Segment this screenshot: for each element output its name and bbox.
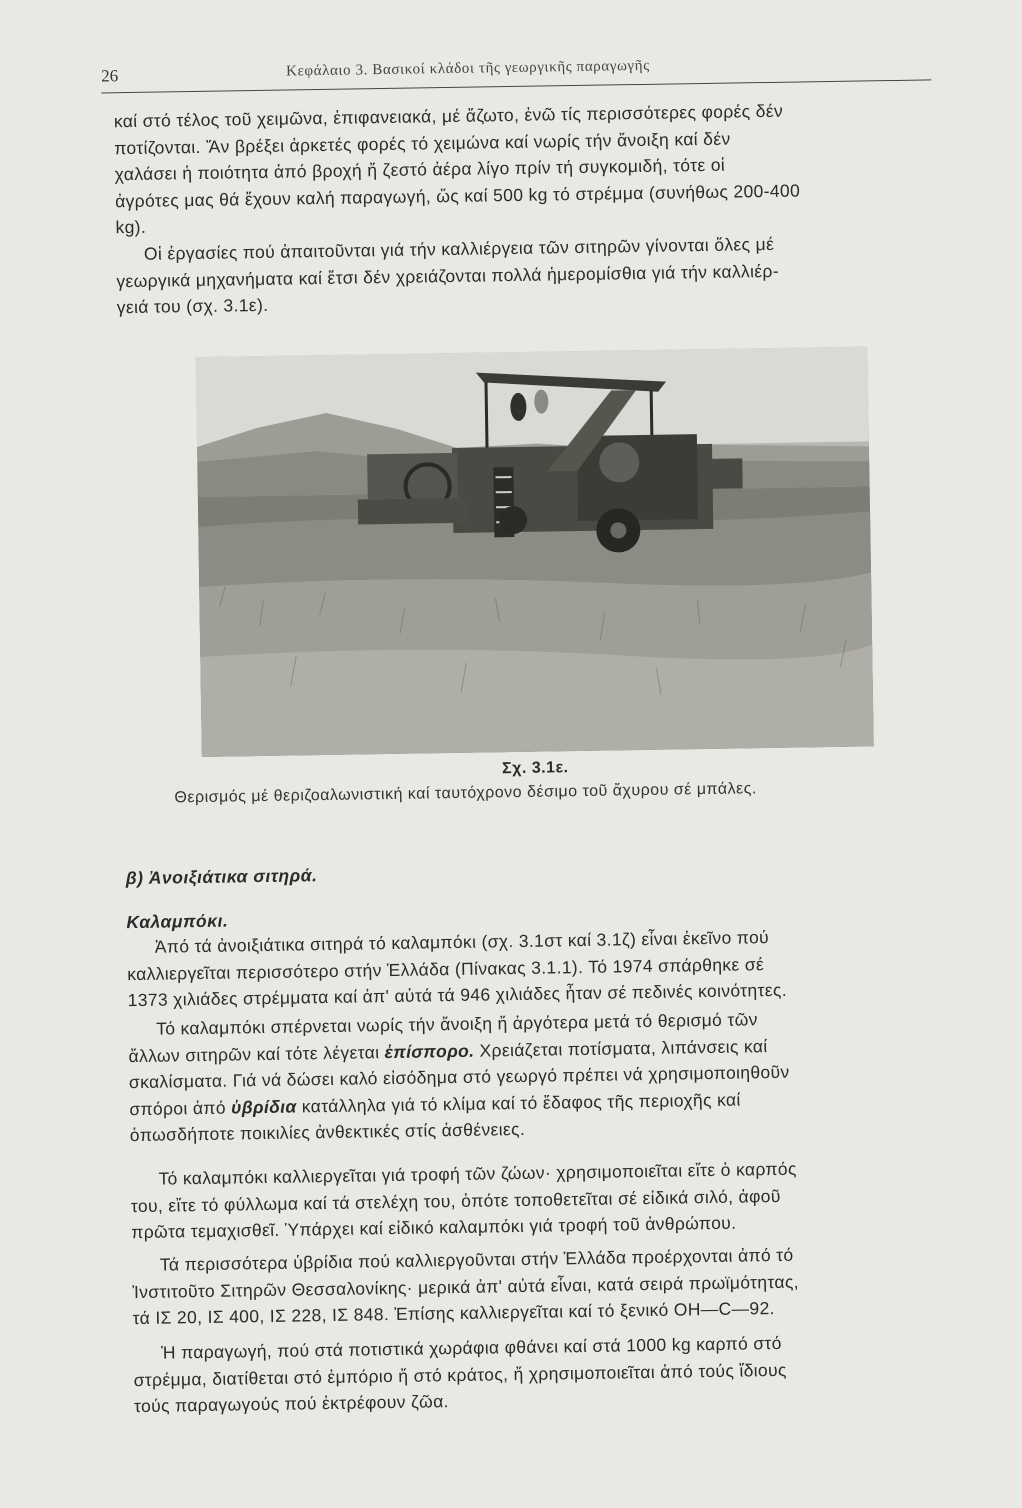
emphasized-term: ἐπίσπορο. xyxy=(384,1040,474,1061)
text-line: χαλάσει ἡ ποιότητα ἀπό βροχή ἤ ζεστό ἀέρα λίγο πρίν τή συγκομιδή, τότε οἱ xyxy=(114,148,954,188)
text-line: τούς παραγωγούς πού ἐκτρέφουν ζῶα. xyxy=(134,1380,974,1420)
combine-harvester-photo xyxy=(196,346,874,757)
text-line: Ἡ παραγωγή, πού στά ποτιστικά χωράφια φθάνει καί στά 1000 kg καρπό στό xyxy=(133,1327,973,1367)
paragraph-7 xyxy=(133,1327,974,1420)
paragraph-6 xyxy=(132,1239,973,1332)
text-fragment: ἄλλων σιτηρῶν καί τότε λέγεται xyxy=(128,1042,384,1066)
paragraph-intro-2 xyxy=(116,228,957,321)
text-line: ὁπωσδήποτε ποικιλίες ἀνθεκτικές στίς ἀσθένειες. xyxy=(130,1109,970,1149)
text-line: τά ΙΣ 20, ΙΣ 400, ΙΣ 228, ΙΣ 848. Ἐπίσης καλλιεργεῖται καί τό ξενικό ΟΗ—C—92. xyxy=(132,1292,972,1332)
page-header xyxy=(101,53,931,93)
text-line: του, εἴτε τό φύλλωμα καί τά στελέχη του, ὁπότε τοποθετεῖται σέ εἰδικά σιλό, ἀφοῦ xyxy=(131,1179,971,1219)
paragraph-4 xyxy=(128,1003,970,1149)
paragraph-3 xyxy=(127,921,968,1014)
text-line: γεωργικά μηχανήματα καί ἔτσι δέν χρειάζονται πολλά ἡμερομίσθια γιά τήν καλλιέρ- xyxy=(116,255,956,295)
text-line: Οἱ ἐργασίες πού ἀπαιτοῦνται γιά τήν καλλιέργεια τῶν σιτηρῶν γίνονται ὅλες μέ xyxy=(116,228,956,268)
emphasized-term: ὑβρίδια xyxy=(231,1096,297,1117)
text-line: καλλιεργεῖται περισσότερο στήν Ἑλλάδα (Πίνακας 3.1.1). Τό 1974 σπάρθηκε σέ xyxy=(127,947,967,987)
text-line: πρῶτα τεμαχισθεῖ. Ὑπάρχει καί εἰδικό καλαμπόκι γιά τροφή τοῦ ἀνθρώπου. xyxy=(131,1206,971,1246)
text-fragment: Χρειάζεται ποτίσματα, λιπάνσεις καί xyxy=(474,1036,768,1061)
paragraph-intro-1 xyxy=(114,95,956,241)
figure-number: Σχ. 3.1ε. xyxy=(502,759,569,778)
text-fragment: σπόροι ἀπό xyxy=(129,1097,231,1119)
page-number: 26 xyxy=(101,66,118,86)
text-line: καί στό τέλος τοῦ χειμῶνα, ἐπιφανειακά, μέ ἄζωτο, ἐνῶ τίς περισσότερες φορές δέν xyxy=(114,95,954,135)
figure-caption: Θερισμός μέ θεριζοαλωνιστική καί ταυτόχρονο δέσιμο τοῦ ἄχυρου σέ μπάλες. xyxy=(174,778,914,808)
section-heading: β) Ἀνοιξιάτικα σιτηρά. xyxy=(126,865,318,889)
text-line: ἀγρότες μας θά ἔχουν καλή παραγωγή, ὥς καί 500 kg τό στρέμμα (συνήθως 200-400 xyxy=(115,175,955,215)
text-line: σκαλίσματα. Γιά νά δώσει καλό εἰσόδημα στό γεωργό πρέπει νά χρησιμοποιηθοῦν xyxy=(129,1056,969,1096)
text-line: kg). xyxy=(115,201,955,241)
paragraph-5 xyxy=(130,1153,971,1246)
running-head: Κεφάλαιο 3. Βασικοί κλάδοι τῆς γεωργικῆς παραγωγῆς xyxy=(286,58,650,81)
text-line: ποτίζονται. Ἄν βρέξει ἀρκετές φορές τό χειμώνα καί νωρίς τήν ἄνοιξη καί δέν xyxy=(114,122,954,162)
text-line: 1373 χιλιάδες στρέμματα καί ἀπ' αὐτά τά 946 χιλιάδες ἦταν σέ πεδινές κοινότητες. xyxy=(127,974,967,1014)
text-line: Τό καλαμπόκι καλλιεργεῖται γιά τροφή τῶν ζώων· χρησιμοποιεῖται εἴτε ὁ καρπός xyxy=(130,1153,970,1193)
text-line: Τό καλαμπόκι σπέρνεται νωρίς τήν ἄνοιξη ἤ ἀργότερα μετά τό θερισμό τῶν xyxy=(128,1003,968,1043)
text-line: Ἀπό τά ἀνοιξιάτικα σιτηρά τό καλαμπόκι (σχ. 3.1στ καί 3.1ζ) εἶναι ἐκεῖνο πού xyxy=(127,921,967,961)
text-line: γειά του (σχ. 3.1ε). xyxy=(117,281,957,321)
text-line: Ἰνστιτοῦτο Σιτηρῶν Θεσσαλονίκης· μερικά ἀπ' αὐτά εἶναι, κατά σειρά πρωϊμότητας, xyxy=(132,1265,972,1305)
text-line: Τά περισσότερα ὑβρίδια πού καλλιεργοῦνται στήν Ἑλλάδα προέρχονται ἀπό τό xyxy=(132,1239,972,1279)
text-fragment: κατάλληλα γιά τό κλίμα καί τό ἔδαφος τῆς περιοχῆς καί xyxy=(296,1089,740,1116)
text-line: στρέμμα, διατίθεται στό ἐμπόριο ἤ στό κράτος, ἤ χρησιμοποιεῖται ἀπό τούς ἴδιους xyxy=(133,1353,973,1393)
subsection-heading: Καλαμπόκι. xyxy=(126,911,228,934)
